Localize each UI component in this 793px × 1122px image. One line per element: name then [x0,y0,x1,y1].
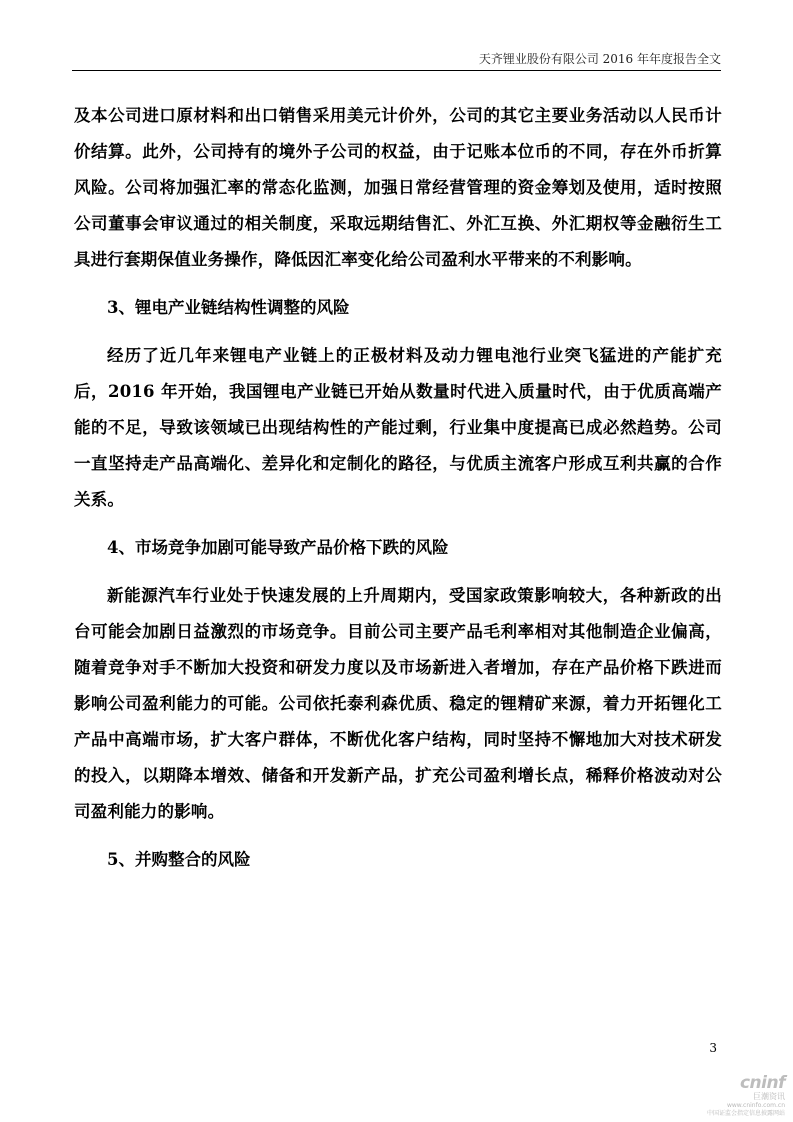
cninfo-logo: cninf [739,1073,785,1093]
section-heading-5: 5、并购整合的风险 [107,850,251,869]
watermark-cn-name: 巨潮资讯 [753,1092,785,1101]
section-heading-3: 3、锂电产业链结构性调整的风险 [107,298,350,317]
document-body [74,98,722,890]
paragraph-currency-risk: 及本公司进口原材料和出口销售采用美元计价外，公司的其它主要业务活动以人民币计价结算。此外，公司持有的境外子公司的权益，由于记账本位币的不同，存在外币折算风险。公司将加强汇率的常态化监测，加强日常经营管理的资金筹划及使用，适时按照公司董事会审议通过的相关制度，采取远期结售汇、外汇互换、外汇期权等金融衍生工具进行套期保值业务操作，降低因汇率变化给公司盈利水平带来的不利影响。 [74,106,722,269]
page-number: 3 [709,1041,717,1055]
document-header-title: 天齐锂业股份有限公司 2016 年年度报告全文 [478,52,721,66]
section-heading-4: 4、市场竞争加剧可能导致产品价格下跌的风险 [107,538,449,557]
cninfo-watermark [689,1074,785,1118]
watermark-description: 中国证监会指定信息披露网站 [706,1110,785,1117]
paragraph-market-competition-risk: 新能源汽车行业处于快速发展的上升周期内，受国家政策影响较大，各种新政的出台可能会加剧日益激烈的市场竞争。目前公司主要产品毛利率相对其他制造企业偏高，随着竞争对手不断加大投资和研发力度以及市场新进入者增加，存在产品价格下跌进而影响公司盈利能力的可能。公司依托泰利森优质、稳定的锂精矿来源，着力开拓锂化工产品中高端市场，扩大客户群体，不断优化客户结构，同时坚持不懈地加大对技术研发的投入，以期降本增效、储备和开发新产品，扩充公司盈利增长点，稀释价格波动对公司盈利能力的影响。 [74,586,722,821]
paragraph-industry-chain-risk: 经历了近几年来锂电产业链上的正极材料及动力锂电池行业突飞猛进的产能扩充后，2016 年开始，我国锂电产业链已开始从数量时代进入质量时代，由于优质高端产能的不足，导致该领域已出现结构性的产能过剩，行业集中度提高已成必然趋势。公司一直坚持走产品高端化、差异化和定制化的路径，与优质主流客户形成互利共赢的合作关系。 [74,346,722,509]
header-divider [72,70,721,71]
watermark-url: www.cninfo.com.cn [726,1102,785,1109]
